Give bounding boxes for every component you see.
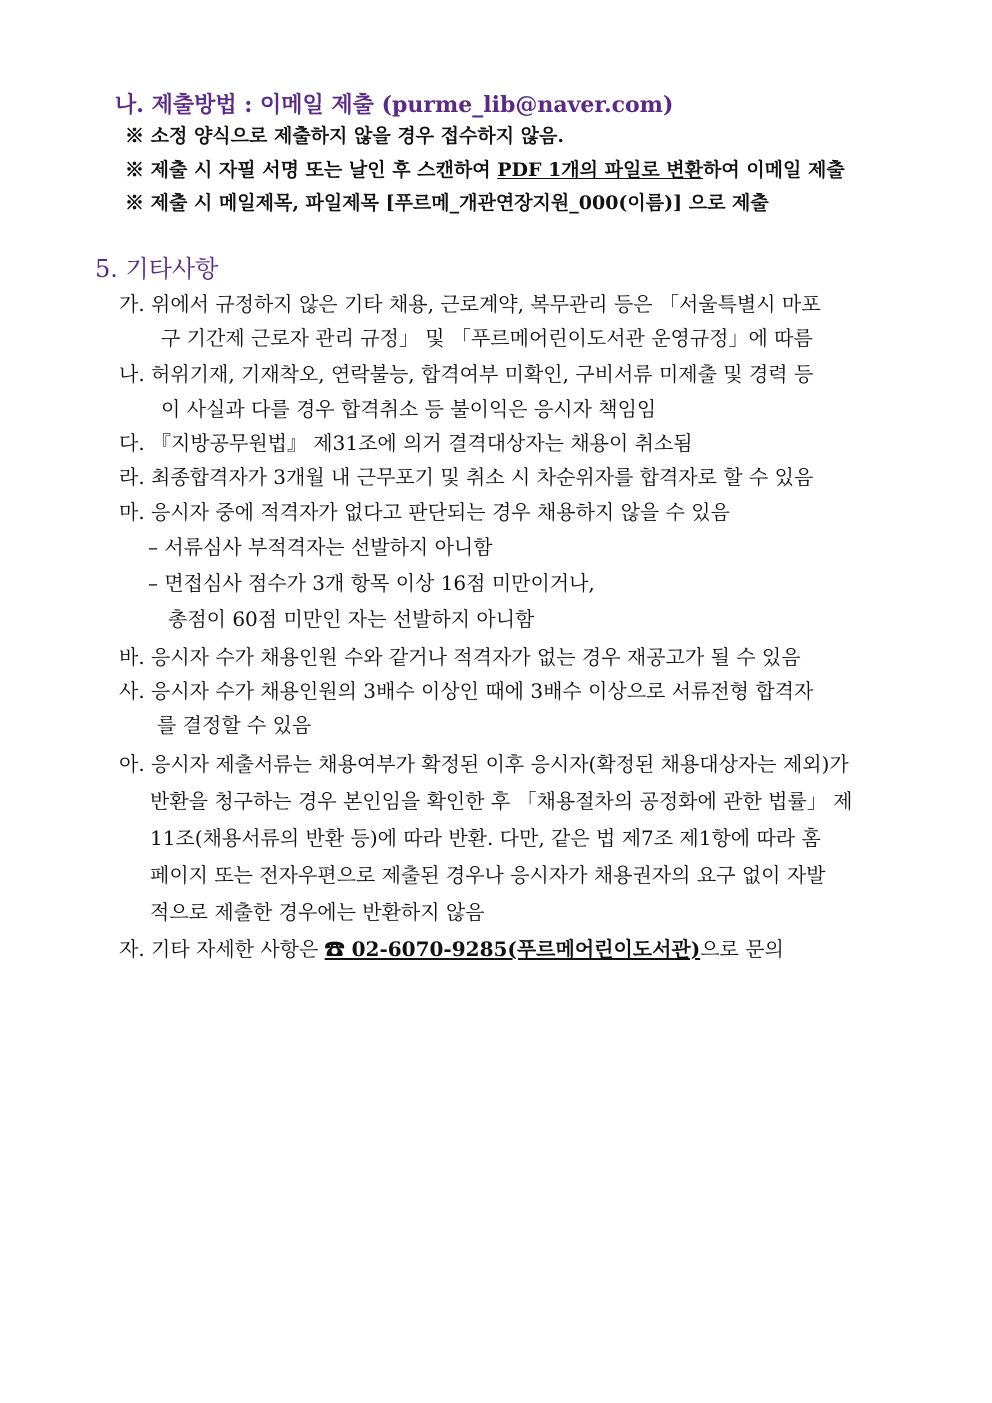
submission-note-3 xyxy=(125,194,769,213)
note-underlined: PDF 1개의 파일로 변환 xyxy=(497,159,703,181)
item-ra: 라. 최종합격자가 3개월 내 근무포기 및 취소 시 차순위자를 합격자로 할 수 있음 xyxy=(119,465,814,489)
item-a-line-1: 아. 응시자 제출서류는 채용여부가 확정된 이후 응시자(확정된 채용대상자는 제외)가 xyxy=(119,752,849,776)
item-ma: 마. 응시자 중에 적격자가 없다고 판단되는 경우 채용하지 않을 수 있음 xyxy=(119,500,730,524)
item-a-line-3: 11조(채용서류의 반환 등)에 따라 반환. 다만, 같은 법 제7조 제1항에 따라 홈 xyxy=(150,826,821,850)
item-ja-contact xyxy=(119,939,784,959)
note-text: ※ 제출 시 메일제목, 파일제목 [푸르메_개관연장지원_000(이름)] 으로 제출 xyxy=(125,192,769,214)
note-text: ※ 제출 시 자필 서명 또는 날인 후 스캔하여 xyxy=(125,159,498,181)
note-text-end: 하여 이메일 제출 xyxy=(703,159,845,181)
item-ma-sub-1: – 서류심사 부적격자는 선발하지 아니함 xyxy=(148,535,493,559)
item-na-line-1: 나. 허위기재, 기재착오, 연락불능, 합격여부 미확인, 구비서류 미제출 및 경력 등 xyxy=(119,362,814,386)
note-text: ※ 소정 양식으로 제출하지 않을 경우 접수하지 않음. xyxy=(125,125,564,147)
section-title: 5. 기타사항 xyxy=(95,255,219,283)
submission-note-2 xyxy=(125,161,845,180)
item-sa-line-1: 사. 응시자 수가 채용인원의 3배수 이상인 때에 3배수 이상으로 서류전형 합격자 xyxy=(119,679,814,703)
item-ma-sub-2-cont: 총점이 60점 미만인 자는 선발하지 아니함 xyxy=(168,607,535,631)
item-ma-sub-2: – 면접심사 점수가 3개 항목 이상 16점 미만이거나, xyxy=(148,571,595,595)
submission-note-1 xyxy=(125,127,564,146)
item-sa-line-2: 를 결정할 수 있음 xyxy=(157,713,312,737)
item-a-line-4: 페이지 또는 전자우편으로 제출된 경우나 응시자가 채용권자의 요구 없이 자발 xyxy=(150,863,826,887)
item-a-line-5: 적으로 제출한 경우에는 반환하지 않음 xyxy=(150,900,485,924)
item-a-line-2: 반환을 청구하는 경우 본인임을 확인한 후 「채용절차의 공정화에 관한 법률」 제 xyxy=(150,789,853,813)
item-ga-line-2: 구 기간제 근로자 관리 규정」 및 「푸르메어린이도서관 운영규정」에 따름 xyxy=(161,326,813,350)
item-ga-line-1: 가. 위에서 규정하지 않은 기타 채용, 근로계약, 복무관리 등은 「서울특별시 마포 xyxy=(119,292,821,316)
contact-text: 자. 기타 자세한 사항은 xyxy=(119,937,325,961)
submission-heading: 나. 제출방법 : 이메일 제출 (purme_lib@naver.com) xyxy=(115,92,674,118)
item-ba: 바. 응시자 수가 채용인원 수와 같거나 적격자가 없는 경우 재공고가 될 수 있음 xyxy=(119,645,801,669)
contact-phone[interactable]: ☎ 02-6070-9285(푸르메어린이도서관) xyxy=(324,937,701,961)
item-da: 다. 『지방공무원법』 제31조에 의거 결격대상자는 채용이 취소됨 xyxy=(119,431,693,455)
item-na-line-2: 이 사실과 다를 경우 합격취소 등 불이익은 응시자 책임임 xyxy=(161,397,657,421)
contact-text-end: 으로 문의 xyxy=(700,937,784,961)
